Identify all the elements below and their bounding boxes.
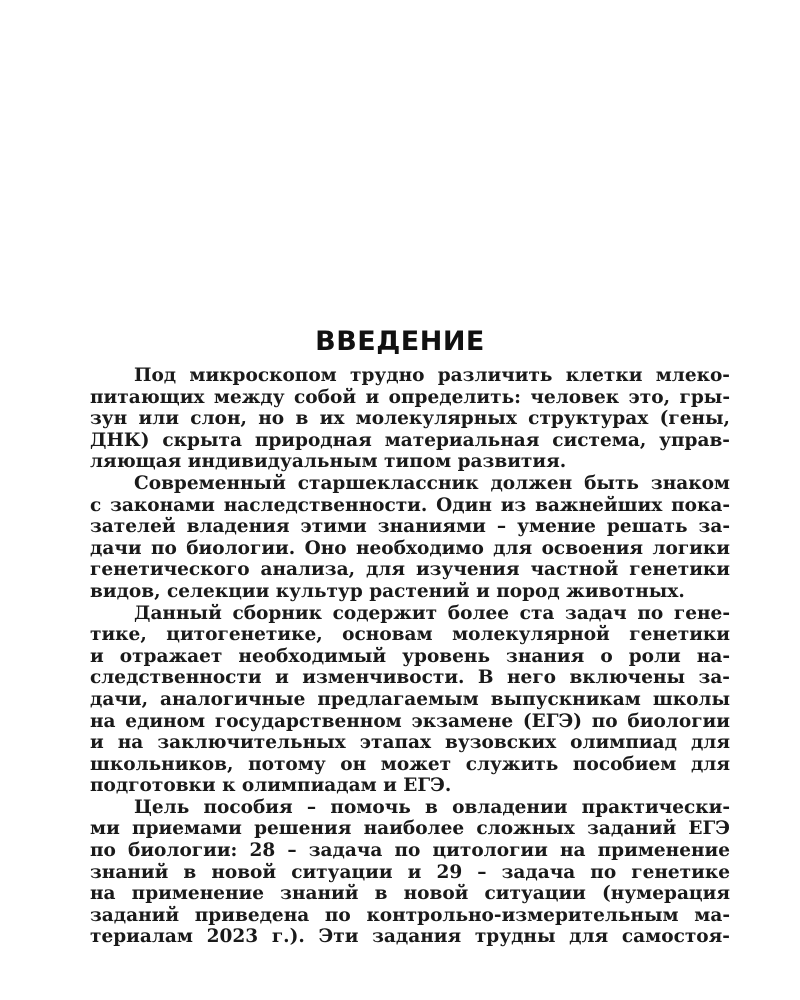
text-line: на едином государственном экзамене (ЕГЭ) по биологии bbox=[90, 710, 730, 732]
text-line: тике, цитогенетике, основам молекулярной генетики bbox=[90, 624, 730, 646]
text-line: следственности и изменчивости. В него включены за- bbox=[90, 667, 730, 689]
text-line: по биологии: 28 – задача по цитологии на применение bbox=[90, 840, 730, 862]
text-line: заданий приведена по контрольно-измерительным ма- bbox=[90, 904, 730, 926]
text-line: ляющая индивидуальным типом развития. bbox=[90, 451, 567, 473]
text-line: и отражает необходимый уровень знания о роли на- bbox=[90, 645, 730, 667]
text-line: ми приемами решения наиболее сложных заданий ЕГЭ bbox=[90, 818, 730, 840]
text-line: питающих между собой и определить: человек это, гры- bbox=[90, 386, 730, 408]
text-line: подготовки к олимпиадам и ЕГЭ. bbox=[90, 775, 452, 797]
text-line: и на заключительных этапах вузовских олимпиад для bbox=[90, 732, 730, 754]
text-line: знаний в новой ситуации и 29 – задача по генетике bbox=[90, 861, 730, 883]
paragraph bbox=[90, 603, 730, 797]
text-line: Под микроскопом трудно различить клетки млеко- bbox=[134, 365, 730, 386]
text-line: видов, селекции культур растений и пород животных. bbox=[90, 580, 685, 602]
text-line: дачи по биологии. Оно необходимо для освоения логики bbox=[90, 537, 730, 559]
text-line: ДНК) скрыта природная материальная система, управ- bbox=[90, 429, 730, 451]
text-line: Данный сборник содержит более ста задач по гене- bbox=[134, 602, 730, 624]
text-line: генетического анализа, для изучения частной генетики bbox=[90, 559, 730, 581]
paragraph bbox=[90, 365, 730, 473]
text-line: зун или слон, но в их молекулярных структурах (гены, bbox=[90, 408, 730, 430]
text-line: Современный старшеклассник должен быть знаком bbox=[134, 472, 730, 494]
page-title: ВВЕДЕНИЕ bbox=[315, 326, 485, 357]
text-line: школьников, потому он может служить пособием для bbox=[90, 753, 730, 775]
text-line: Цель пособия – помочь в овладении практически- bbox=[134, 796, 730, 818]
paragraph bbox=[90, 797, 730, 948]
paragraph bbox=[90, 473, 730, 603]
text-line: с законами наследственности. Один из важнейших пока- bbox=[90, 494, 730, 516]
text-line: зателей владения этими знаниями – умение решать за- bbox=[90, 516, 730, 538]
body-text bbox=[90, 365, 730, 948]
text-line: дачи, аналогичные предлагаемым выпускникам школы bbox=[90, 688, 730, 710]
text-line: териалам 2023 г.). Эти задания трудны для самостоя- bbox=[90, 926, 730, 948]
text-line: на применение знаний в новой ситуации (нумерация bbox=[90, 883, 730, 905]
